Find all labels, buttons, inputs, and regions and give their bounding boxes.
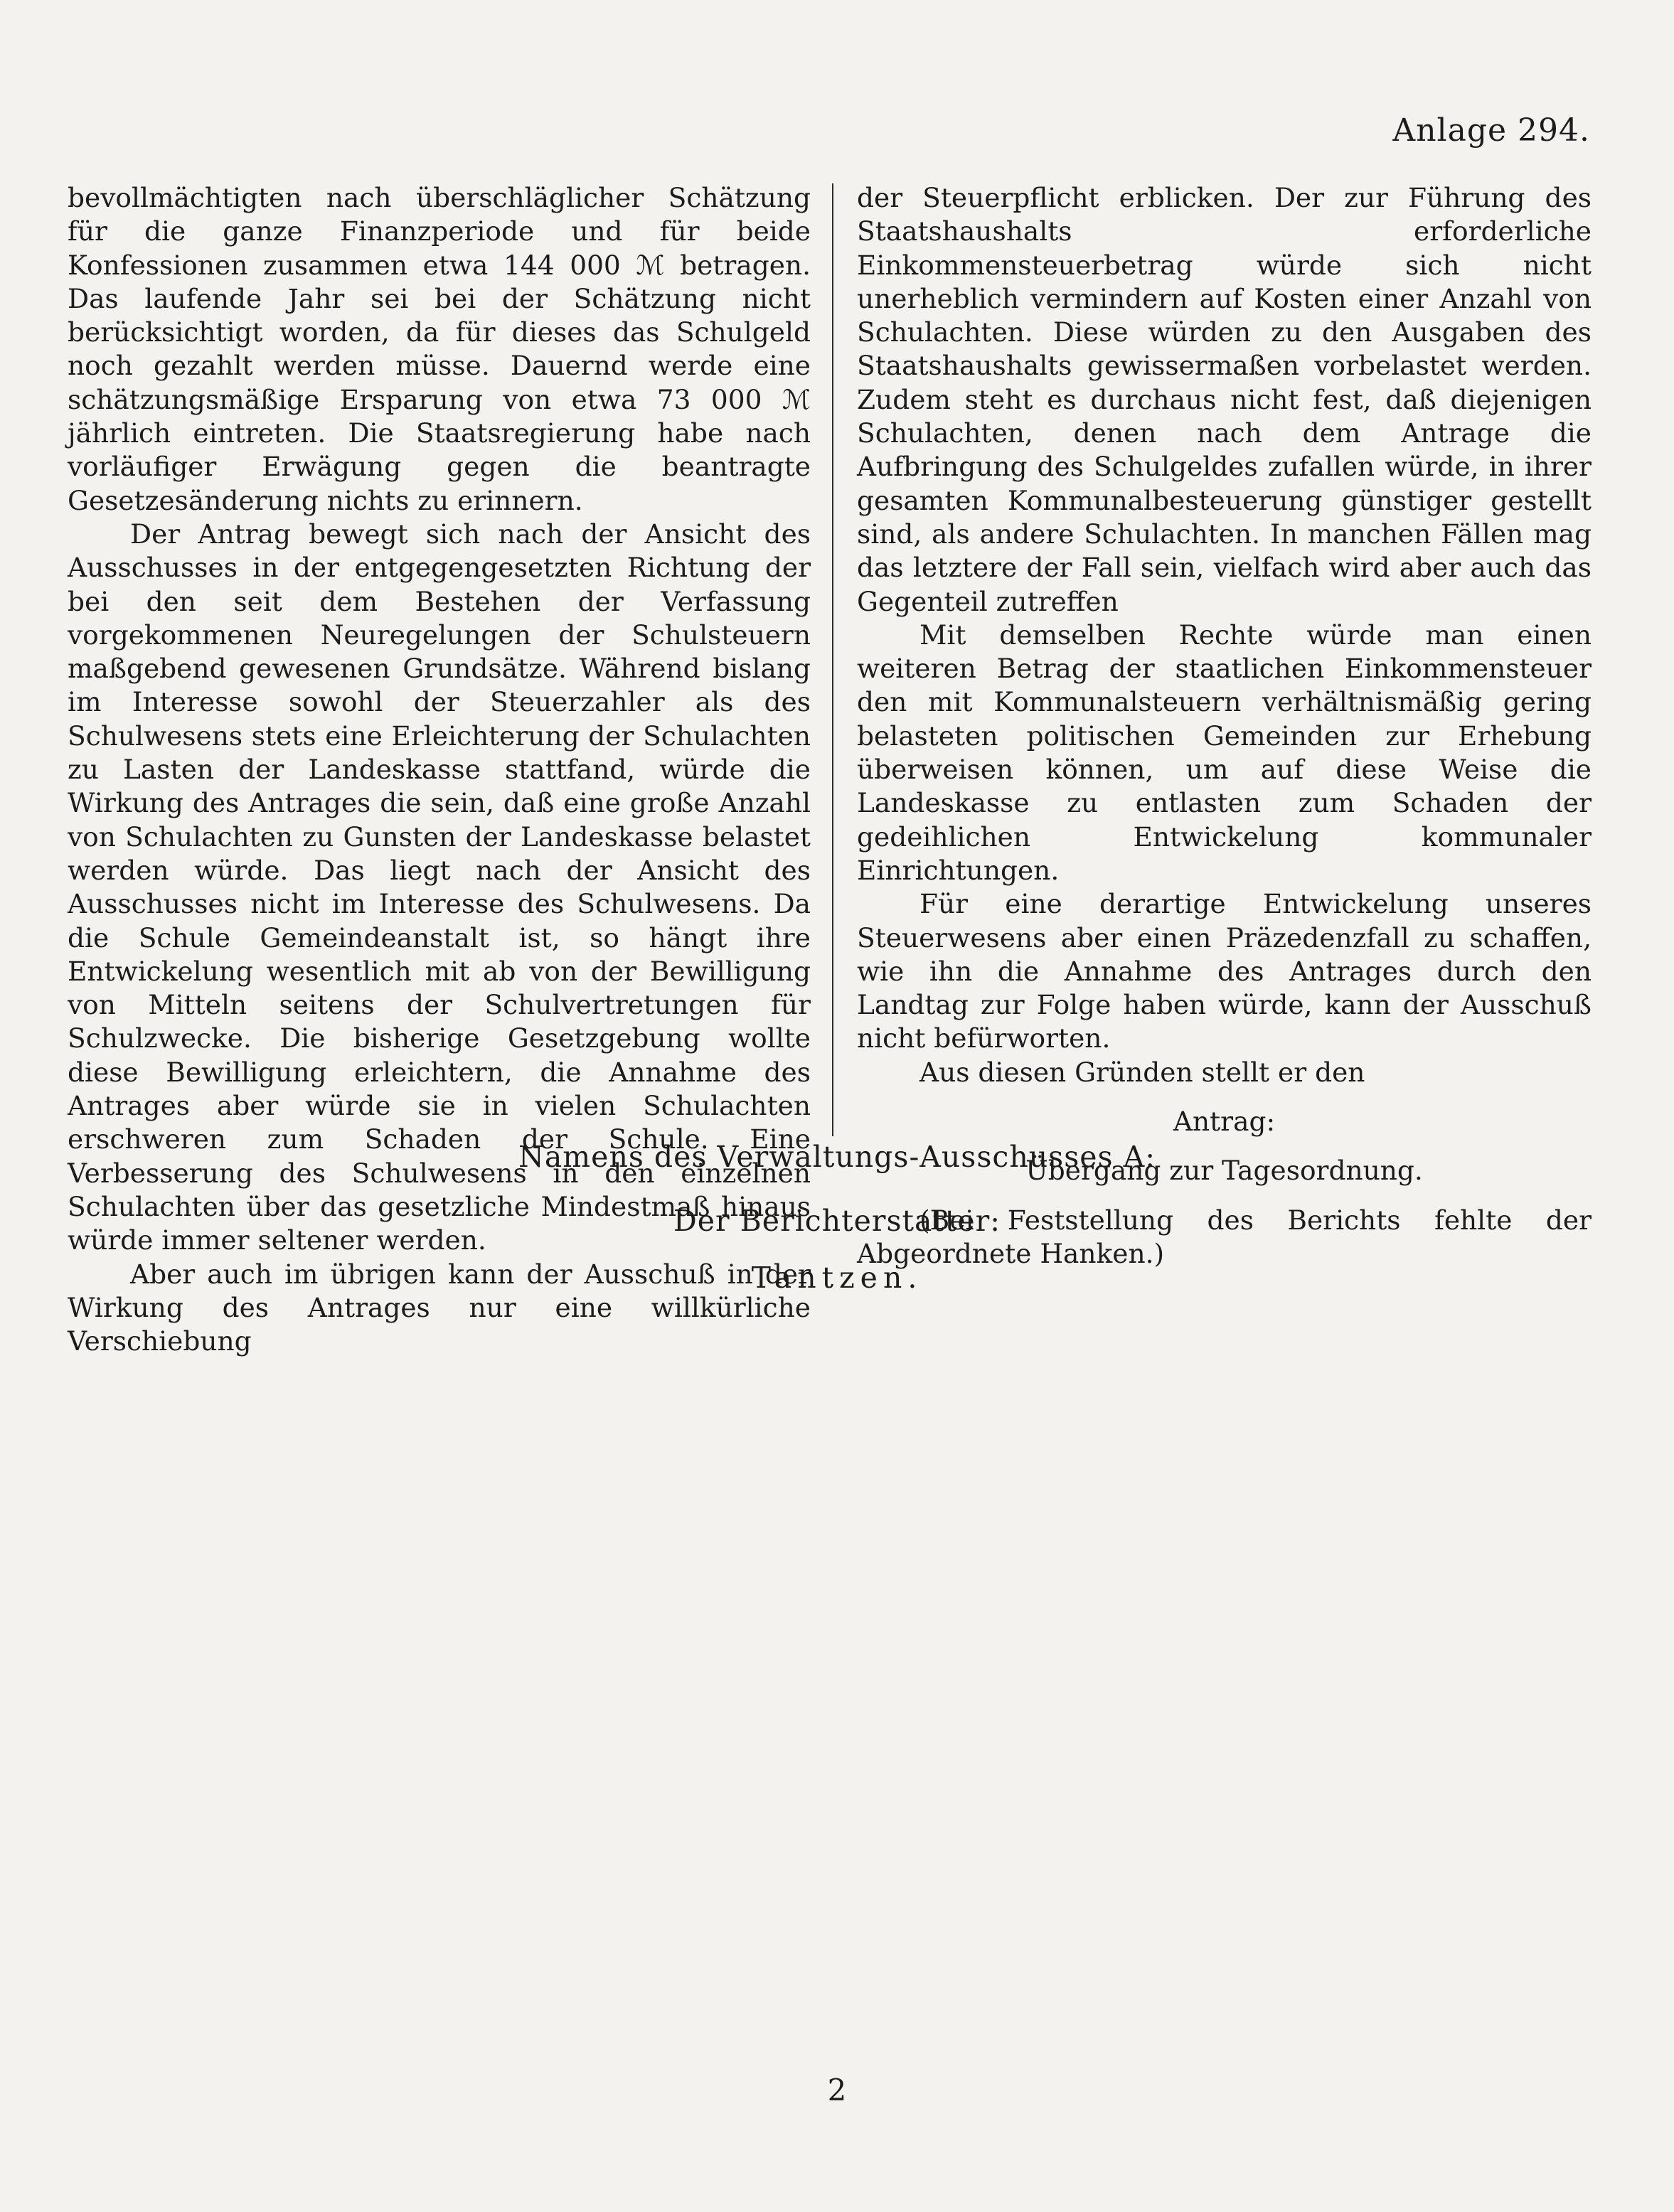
motion-note: (Bei Feststellung des Berichts fehlte der Abgeordnete Hanken.) <box>857 1204 1592 1269</box>
column-divider <box>832 183 833 1136</box>
motion-label: Antrag: <box>1173 1106 1276 1138</box>
left-paragraph-2: Der Antrag bewegt sich nach der Ansicht des Ausschusses in der entgegengesetzten Richtung der bei den seit dem Bestehen der Verfassung vorgekommenen Neuregelungen der Schulsteuern maßgebend gewesenen Grundsätze. Während bislang im Interesse sowohl der Steuerzahler als des Schulwesens stets eine Erleichterung der Schulachten zu Lasten der Landeskasse stattfand, würde die Wirkung des Antrages die sein, daß eine große Anzahl von Schulachten zu Gunsten der Landeskasse belastet werden würde. Das liegt nach der Ansicht des Ausschusses nicht im Interesse des Schulwesens. Da die Schule Gemeindeanstalt ist, so hängt ihre Entwickelung wesentlich mit ab von der Bewilligung von Mitteln seitens der Schulvertretungen für Schulzwecke. Die bisherige Gesetzgebung wollte diese Bewilligung erleichtern, die Annahme des Antrages aber würde sie in vielen Schulachten erschweren zum Schaden der Schule. Eine Verbesserung des Schulwesens in den einzelnen Schulachten über das gesetzliche Mindestmaß hinaus würde immer seltener werden. <box>68 518 811 1256</box>
signature-name: Tantzen. <box>751 1261 923 1295</box>
right-paragraph-2: Mit demselben Rechte würde man einen weiteren Betrag der staatlichen Einkommensteuer den mit Kommunalsteuern verhältnismäßig gering belasteten politischen Gemeinden zur Erhebung überweisen können, um auf diese Weise die Landeskasse zu entlasten zum Schaden der gedeihlichen Entwickelung kommunaler Einrichtungen. <box>857 619 1592 886</box>
page-number: 2 <box>827 2073 847 2107</box>
left-paragraph-3: Aber auch im übrigen kann der Ausschuß in der Wirkung des Antrages nur eine willkürliche Verschiebung <box>68 1258 811 1357</box>
right-paragraph-1: der Steuerpflicht erblicken. Der zur Führung des Staatshaushalts erforderliche Einkommensteuerbetrag würde sich nicht unerheblich vermindern auf Kosten einer Anzahl von Schulachten. Diese würden zu den Ausgaben des Staatshaushalts gewissermaßen vorbelastet werden. Zudem steht es durchaus nicht fest, daß diejenigen Schulachten, denen nach dem Antrage die Aufbringung des Schulgeldes zufallen würde, in ihrer gesamten Kommunalbesteuerung günstiger gestellt sind, als andere Schulachten. In manchen Fällen mag das letztere der Fall sein, vielfach wird aber auch das Gegenteil zutreffen <box>857 182 1592 617</box>
left-paragraph-1: bevollmächtigten nach überschläglicher Schätzung für die ganze Finanzperiode und für beide Konfessionen zusammen etwa 144 000 ℳ betragen. Das laufende Jahr sei bei der Schätzung nicht berücksichtigt worden, da für dieses das Schulgeld noch gezahlt werden müsse. Dauernd werde eine schätzungsmäßige Ersparung von etwa 73 000 ℳ jährlich eintreten. Die Staatsregierung habe nach vorläufiger Erwägung gegen die beantragte Gesetzesänderung nichts zu erinnern. <box>68 182 811 516</box>
right-paragraph-4: Aus diesen Gründen stellt er den <box>919 1056 1365 1088</box>
right-paragraph-3: Für eine derartige Entwickelung unseres Steuerwesens aber einen Präzedenzfall zu schaffen, wie ihn die Annahme des Antrages durch den Landtag zur Folge haben würde, kann der Ausschuß nicht befürworten. <box>857 888 1592 1054</box>
signature-committee: Namens des Verwaltungs-Ausschusses A: <box>518 1140 1156 1174</box>
left-column <box>68 181 811 1358</box>
signature-role: Der Berichterstatter: <box>673 1204 1001 1238</box>
annex-heading: Anlage 294. <box>1392 112 1590 149</box>
right-column <box>857 181 1592 1271</box>
motion-text: Übergang zur Tagesordnung. <box>1025 1155 1423 1187</box>
